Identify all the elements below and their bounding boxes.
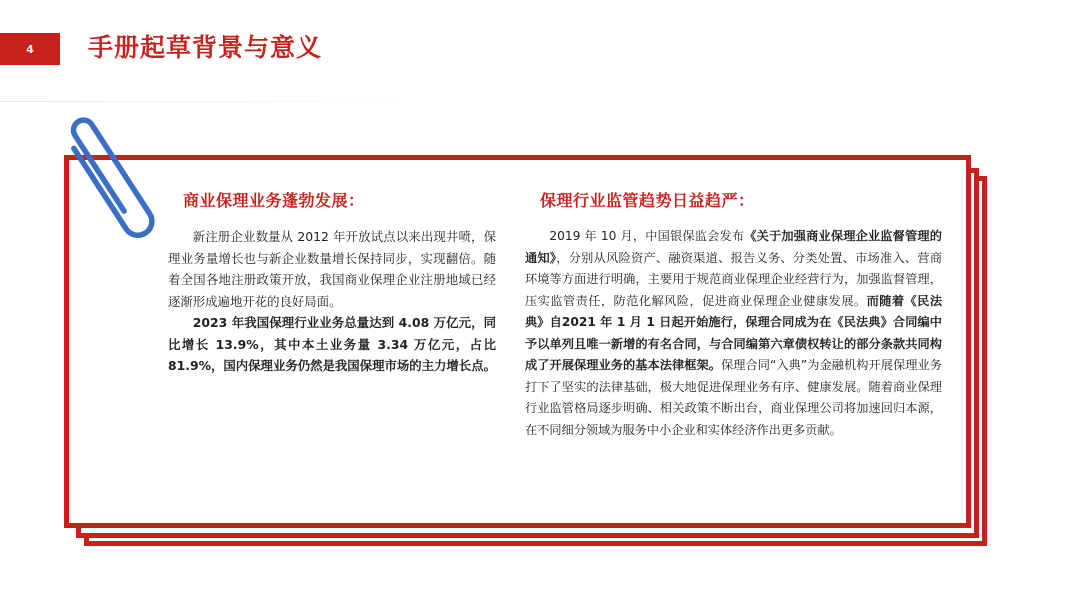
page-number: 4 [26, 42, 34, 56]
left-paragraph-1: 新注册企业数量从 2012 年开放试点以来出现井喷，保理业务量增长也与新企业数量增长保持同步，实现翻倍。随着全国各地注册政策开放，我国商业保理企业注册地域已经逐渐形成遍地开花的良好局面。 [168, 229, 496, 309]
right-paragraph [525, 226, 942, 441]
page-title: 手册起草背景与意义 [88, 33, 323, 62]
left-column [168, 190, 496, 377]
left-paragraph-2: 2023 年我国保理行业业务总量达到 4.08 万亿元，同比增长 13.9%，其中本土业务量 3.34 万亿元，占比 81.9%，国内保理业务仍然是我国保理市场的主力增长点。 [168, 315, 496, 373]
right-civil-code-text: 而随着《民法典》自2021 年 1 月 1 日起开始施行，保理合同成为在《民法典》合同编中予以单列且唯一新增的有名合同，与合同编第六章债权转让的部分条款共同构成了开展保理业务的基本法律框架。 [525, 293, 943, 372]
right-text-3: 保理合同“入典”为金融机构开展保理业务打下了坚实的法律基础，极大地促进保理业务有序、健康发展。随着商业保理行业监管格局逐步明确、相关政策不断出台，商业保理公司将加速回归本源，在不同细分领域为服务中小企业和实体经济作出更多贡献。 [525, 358, 942, 437]
page-number-badge [0, 33, 60, 65]
right-text-2: ，分别从风险资产、融资渠道、报告义务、分类处置、市场准入、营商环境等方面进行明确，主要用于规范商业保理企业经营行为，加强监督管理，压实监管责任，防范化解风险，促进商业保理企业健康发展。 [525, 250, 943, 308]
paperclip-icon [68, 116, 163, 256]
left-heading: 商业保理业务蓬勃发展： [183, 191, 365, 210]
right-text-1: 2019 年 10 月，中国银保监会发布 [549, 229, 745, 243]
right-heading: 保理行业监管趋势日益趋严： [540, 191, 755, 210]
right-column [525, 190, 942, 441]
right-notice-title: 《关于加强商业保理企业监督管理的通知》 [525, 229, 942, 265]
title-divider [0, 101, 430, 102]
